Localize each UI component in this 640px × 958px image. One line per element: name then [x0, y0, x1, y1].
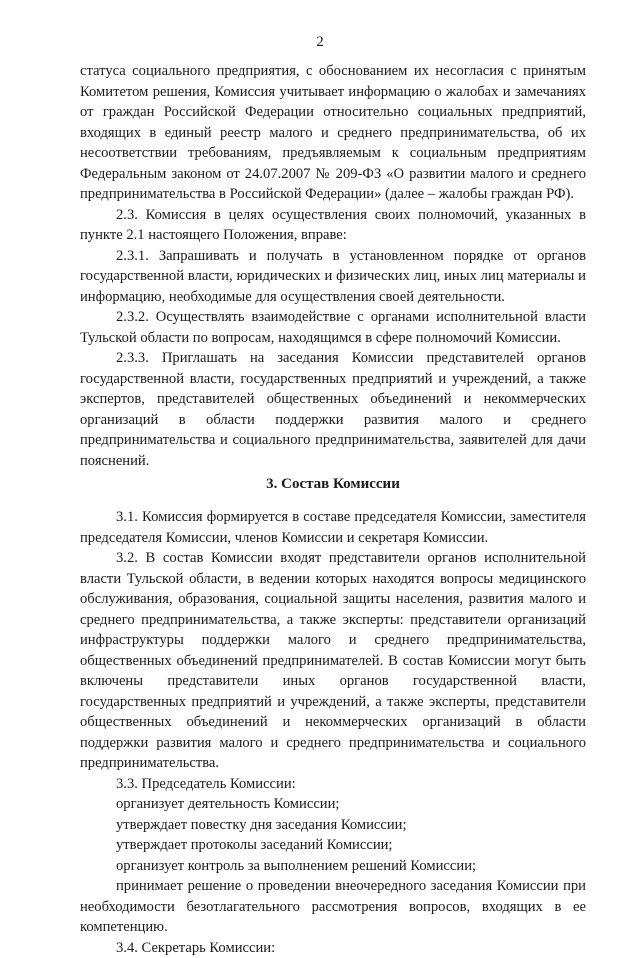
document-body — [80, 61, 586, 958]
paragraph-3-1: 3.1. Комиссия формируется в составе председателя Комиссии, заместителя председателя Комиссии, членов Комиссии и секретаря Комиссии. — [80, 507, 586, 548]
section-heading: 3. Состав Комиссии — [80, 474, 586, 494]
list-item: утверждает повестку дня заседания Комиссии; — [80, 815, 586, 836]
paragraph-2-3-1: 2.3.1. Запрашивать и получать в установленном порядке от органов государственной власти, юридических и физических лиц, иных лиц материалы и информацию, необходимые для осуществления своей деятельности. — [80, 246, 586, 308]
paragraph-2-3-2: 2.3.2. Осуществлять взаимодействие с органами исполнительной власти Тульской области по вопросам, находящимся в сфере полномочий Комиссии. — [80, 307, 586, 348]
list-item: организует контроль за выполнением решений Комиссии; — [80, 856, 586, 877]
paragraph-3-2: 3.2. В состав Комиссии входят представители органов исполнительной власти Тульской области, в ведении которых находятся вопросы медицинского обслуживания, образования, социальной защиты населения, развития малого и среднего предпринимательства, а также эксперты: представители организаций инфраструктуры поддержки малого и среднего предпринимательства, общественных объединений предпринимателей. В состав Комиссии могут быть включены представители иных органов государственной власти, государственных предприятий и учреждений, а также эксперты, представители общественных объединений и некоммерческих организаций в области поддержки развития малого и среднего предпринимательства и социального предпринимательства. — [80, 548, 586, 774]
list-item: утверждает протоколы заседаний Комиссии; — [80, 835, 586, 856]
paragraph-continuation: статуса социального предприятия, с обоснованием их несогласия с принятым Комитетом решения, Комиссия учитывает информацию о жалобах и замечаниях от граждан Российской Федерации относительно социальных предприятий, входящих в единый реестр малого и среднего предпринимательства, об их несоответствии требованиям, предъявляемым к социальным предприятиям Федеральным законом от 24.07.2007 № 209-ФЗ «О развитии малого и среднего предпринимательства в Российской Федерации» (далее – жалобы граждан РФ). — [80, 61, 586, 205]
paragraph-2-3-3: 2.3.3. Приглашать на заседания Комиссии представителей органов государственной власти, государственных предприятий и учреждений, а также экспертов, представителей общественных объединений и некоммерческих организаций в области поддержки развития малого и среднего предпринимательства и социального предпринимательства, заявителей для дачи пояснений. — [80, 348, 586, 471]
page-number: 2 — [0, 33, 640, 51]
paragraph-2-3: 2.3. Комиссия в целях осуществления своих полномочий, указанных в пункте 2.1 настоящего Положения, вправе: — [80, 205, 586, 246]
list-item: организует деятельность Комиссии; — [80, 794, 586, 815]
paragraph-3-4: 3.4. Секретарь Комиссии: — [80, 938, 586, 958]
list-item: принимает решение о проведении внеочередного заседания Комиссии при необходимости безотлагательного рассмотрения вопросов, входящих в ее компетенцию. — [80, 876, 586, 938]
paragraph-3-3: 3.3. Председатель Комиссии: — [80, 774, 586, 795]
